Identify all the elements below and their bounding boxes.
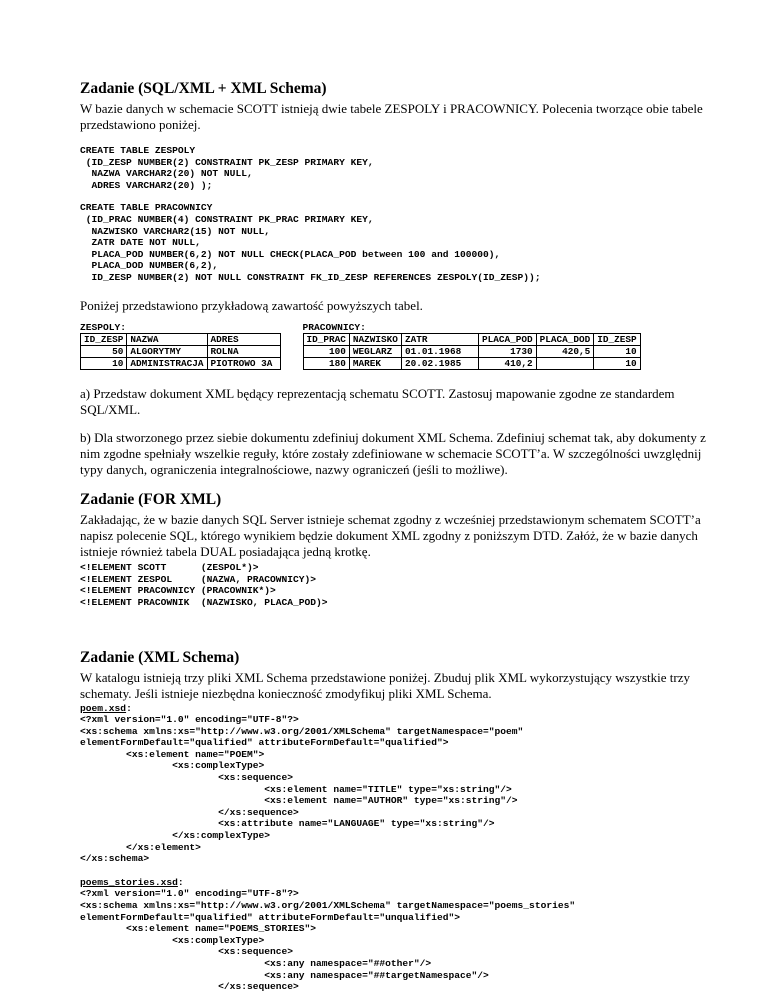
sample-data-intro: Poniżej przedstawiono przykładową zawartość powyższych tabel. xyxy=(80,297,423,313)
table-cell: WEGLARZ xyxy=(349,346,401,358)
section-title-sqlxml: Zadanie (SQL/XML + XML Schema) xyxy=(80,80,327,97)
zespoly-label: ZESPOLY: xyxy=(80,321,127,333)
table-cell: 180 xyxy=(303,358,349,370)
header-cell: ZATR xyxy=(401,334,478,346)
header-cell: PLACA_DOD xyxy=(536,334,594,346)
table-cell: 420,5 xyxy=(536,346,594,358)
table-cell: 410,2 xyxy=(478,358,536,370)
header-cell: ID_ZESP xyxy=(81,334,127,346)
filename-poems-stories-xsd: poems_stories.xsd xyxy=(80,876,178,888)
table-header-row xyxy=(81,334,281,346)
header-cell: NAZWA xyxy=(127,334,207,346)
table-cell: ROLNA xyxy=(207,346,280,358)
task-a: a) Przedstaw dokument XML będący reprezentacją schematu SCOTT. Zastosuj mapowanie zgodne ze standardem SQL/XML. xyxy=(80,386,675,418)
section-intro-xmlschema: W katalogu istnieją trzy pliki XML Schema przedstawione poniżej. Zbuduj plik XML wykorzystujący wszystkie trzy schematy. Jeśli istnieje niezbędna konieczność zmodyfikuj pliki XML Schema. xyxy=(80,669,691,701)
file-label-poem xyxy=(80,703,720,715)
zespoly-table xyxy=(80,333,281,370)
table-cell: 01.01.1968 xyxy=(401,346,478,358)
section-intro-sqlxml: W bazie danych w schemacie SCOTT istnieją dwie tabele ZESPOLY i PRACOWNICY. Polecenia tworzące obie tabele przedstawiono poniżej. xyxy=(80,101,703,132)
table-cell: 10 xyxy=(594,346,640,358)
table-cell: 10 xyxy=(594,358,640,370)
table-cell: 50 xyxy=(81,346,127,358)
table-cell: 10 xyxy=(81,358,127,370)
code-create-pracownicy: CREATE TABLE PRACOWNICY (ID_PRAC NUMBER(4) CONSTRAINT PK_PRAC PRIMARY KEY, NAZWISKO VARCHAR2(15) NOT NULL, ZATR DATE NOT NULL, PLACA_POD NUMBER(6,2) NOT NULL CHECK(PLACA_POD between 100 and 100000), PLACA_DOD NUMBER(6,2), ID_ZESP NUMBER(2) NOT NULL CONSTRAINT FK_ID_ZESP REFERENCES ZESPOLY(ID_ZESP)); xyxy=(80,202,541,283)
section-intro-forxml: Zakładając, że w bazie danych SQL Server istnieje schemat zgodny z wcześniej przedstawionym schematem SCOTT’a napisz polecenie SQL, którego wynikiem będzie dokument XML zgodny z poniższym DTD. Załóż, że w bazie danych istnieje również tabela DUAL posiadająca jedną krotkę. xyxy=(80,512,701,560)
table-row xyxy=(303,358,640,370)
filename-colon: : xyxy=(177,876,184,888)
task-b: b) Dla stworzonego przez siebie dokumentu zdefiniuj dokument XML Schema. Zdefiniuj schemat tak, aby dokumenty z nim zgodne spełniały wszelkie reguły, które zostały zdefiniowane w schemacie SCOTT’a. W szczególności uwzględnij typy danych, ograniczenia integralnościowe, nazwy ograniczeń (jeśli to możliwe). xyxy=(80,430,706,478)
table-row xyxy=(81,346,281,358)
table-row xyxy=(81,358,281,370)
code-dtd: <!ELEMENT SCOTT (ZESPOL*)> <!ELEMENT ZESPOL (NAZWA, PRACOWNICY)> <!ELEMENT PRACOWNICY (PRACOWNIK*)> <!ELEMENT PRACOWNIK (NAZWISKO, PLACA_POD)> xyxy=(80,562,328,608)
code-poem-xsd: <?xml version="1.0" encoding="UTF-8"?> <xs:schema xmlns:xs="http://www.w3.org/2001/XMLSchema" targetNamespace="poem" elementFormDefault="qualified" attributeFormDefault="qualified"> <xs:element name="POEM"> <xs:complexType> <xs:sequence> <xs:element name="TITLE" type="xs:string"/> <xs:element name="AUTHOR" type="xs:string"/> </xs:sequence> <xs:attribute name="LANGUAGE" type="xs:string"/> </xs:complexType> </xs:element> </xs:schema> xyxy=(80,714,524,865)
pracownicy-block xyxy=(303,322,641,371)
header-cell: ID_PRAC xyxy=(303,334,349,346)
table-cell: ALGORYTMY xyxy=(127,346,207,358)
table-cell: ADMINISTRACJA xyxy=(127,358,207,370)
file-label-poems-stories xyxy=(80,877,720,889)
header-cell: ADRES xyxy=(207,334,280,346)
table-row xyxy=(303,346,640,358)
code-create-zespoly: CREATE TABLE ZESPOLY (ID_ZESP NUMBER(2) CONSTRAINT PK_ZESP PRIMARY KEY, NAZWA VARCHAR2(20) NOT NULL, ADRES VARCHAR2(20) ); xyxy=(80,145,374,191)
sample-tables xyxy=(80,322,720,371)
section-title-xmlschema: Zadanie (XML Schema) xyxy=(80,648,240,666)
table-cell: MAREK xyxy=(349,358,401,370)
pracownicy-label: PRACOWNICY: xyxy=(302,321,366,333)
filename-colon: : xyxy=(126,702,132,714)
table-cell: 20.02.1985 xyxy=(401,358,478,370)
table-cell: PIOTROWO 3A xyxy=(207,358,280,370)
header-cell: PLACA_POD xyxy=(478,334,536,346)
table-cell xyxy=(536,358,594,370)
table-cell: 1730 xyxy=(478,346,536,358)
pracownicy-table xyxy=(303,333,641,370)
code-poems-stories-xsd: <?xml version="1.0" encoding="UTF-8"?> <xs:schema xmlns:xs="http://www.w3.org/2001/XMLSchema" targetNamespace="poems_stories" elementFormDefault="qualified" attributeFormDefault="unqualified"> <xs:element name="POEMS_STORIES"> <xs:complexType> <xs:sequence> <xs:any namespace="##other"/> <xs:any namespace="##targetNamespace"/> </xs:sequence> xyxy=(80,888,576,993)
section-title-forxml: Zadanie (FOR XML) xyxy=(80,491,222,509)
zespoly-block xyxy=(80,322,281,371)
table-cell: 100 xyxy=(303,346,349,358)
header-cell: NAZWISKO xyxy=(349,334,401,346)
document-page xyxy=(80,80,720,993)
header-cell: ID_ZESP xyxy=(594,334,640,346)
filename-poem-xsd: poem.xsd xyxy=(80,702,127,714)
table-header-row xyxy=(303,334,640,346)
